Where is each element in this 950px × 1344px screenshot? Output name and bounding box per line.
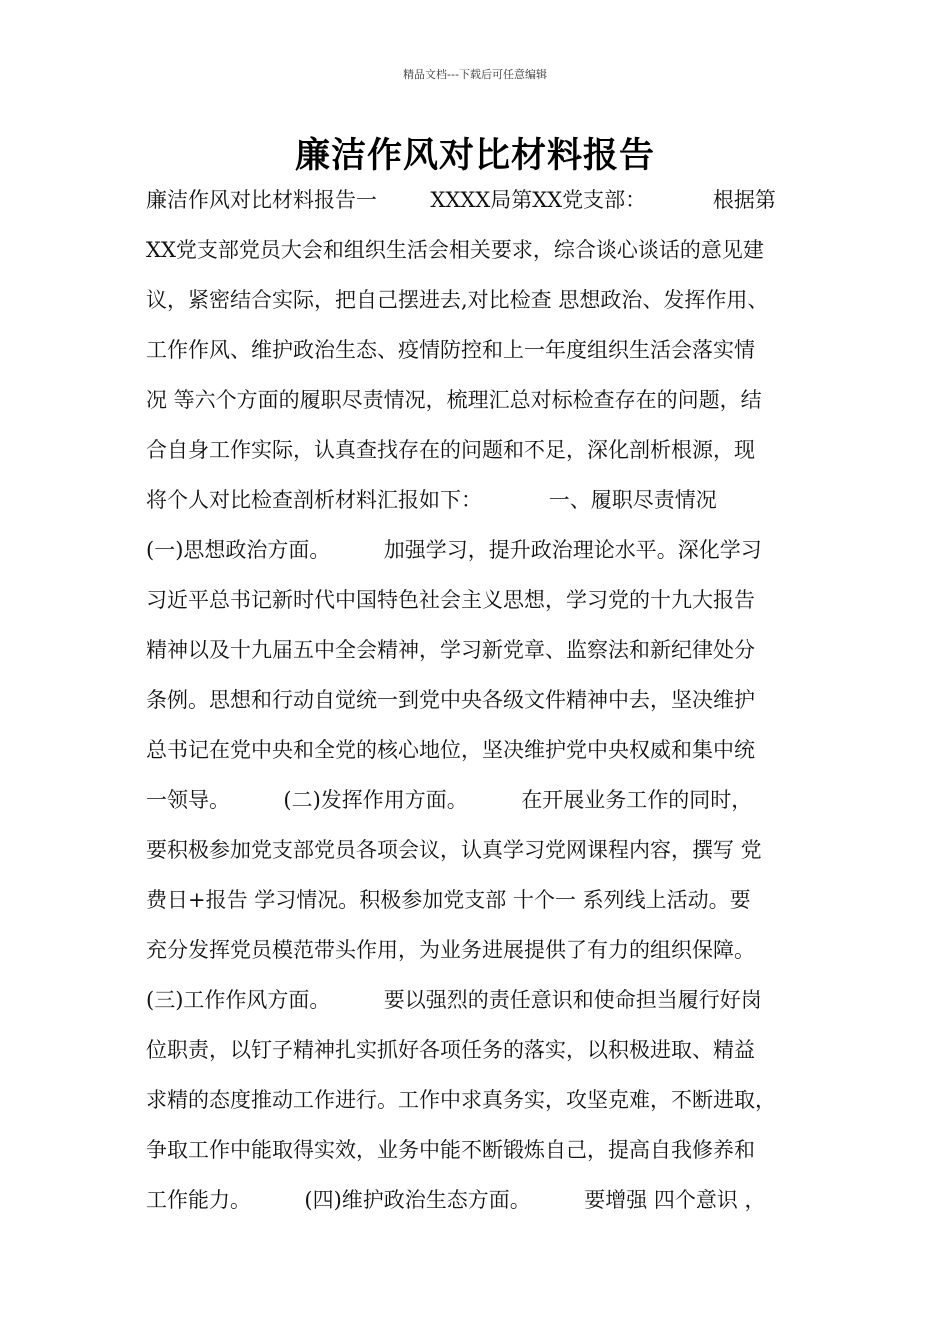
header-note: 精品文档---下载后可任意编辑 [403,68,547,81]
body-line: XX党支部党员大会和组织生活会相关要求，综合谈心谈话的意见建 [146,238,764,262]
body-line: 精神以及十九届五中全会精神，学习新党章、监察法和新纪律处分 [146,638,755,662]
body-line: 工作作风、维护政治生态、疫情防控和上一年度组织生活会落实情 [146,338,755,362]
document-body [146,180,826,1230]
body-line: 要积极参加党支部党员各项会议，认真学习党网课程内容，撰写 党 [146,838,762,862]
body-line: (一)思想政治方面。 加强学习，提升政治理论水平。深化学习 [146,538,762,562]
body-line: 总书记在党中央和全党的核心地位，坚决维护党中央权威和集中统 [146,738,755,762]
document-title: 廉洁作风对比材料报告 [294,136,655,176]
body-line: 习近平总书记新时代中国特色社会主义思想，学习党的十九大报告 [146,588,755,612]
body-line: 充分发挥党员模范带头作用，为业务进展提供了有力的组织保障。 [146,938,755,962]
body-line: 合自身工作实际，认真查找存在的问题和不足，深化剖析根源，现 [146,438,755,462]
body-line: 条例。思想和行动自觉统一到党中央各级文件精神中去，坚决维护 [146,688,755,712]
body-line: 议，紧密结合实际，把自己摆进去,对比检查 思想政治、发挥作用、 [146,288,769,312]
body-line: 争取工作中能取得实效，业务中能不断锻炼自己，提高自我修养和 [146,1138,755,1162]
body-line: 费日+报告 学习情况。积极参加党支部 十个一 系列线上活动。要 [146,888,751,912]
body-line: 求精的态度推动工作进行。工作中求真务实，攻坚克难，不断进取， [146,1088,776,1112]
body-line: 将个人对比检查剖析材料汇报如下： 一、履职尽责情况 [146,488,717,512]
body-line: 廉洁作风对比材料报告一 XXXX局第XX党支部： 根据第 [146,188,776,212]
body-line: 位职责，以钉子精神扎实抓好各项任务的落实，以积极进取、精益 [146,1038,755,1062]
body-line: (三)工作作风方面。 要以强烈的责任意识和使命担当履行好岗 [146,988,762,1012]
body-line: 一领导。 (二)发挥作用方面。 在开展业务工作的同时， [146,788,753,812]
body-line: 况 等六个方面的履职尽责情况，梳理汇总对标检查存在的问题，结 [146,388,762,412]
body-line: 工作能力。 (四)维护政治生态方面。 要增强 四个意识 ， [146,1188,766,1212]
